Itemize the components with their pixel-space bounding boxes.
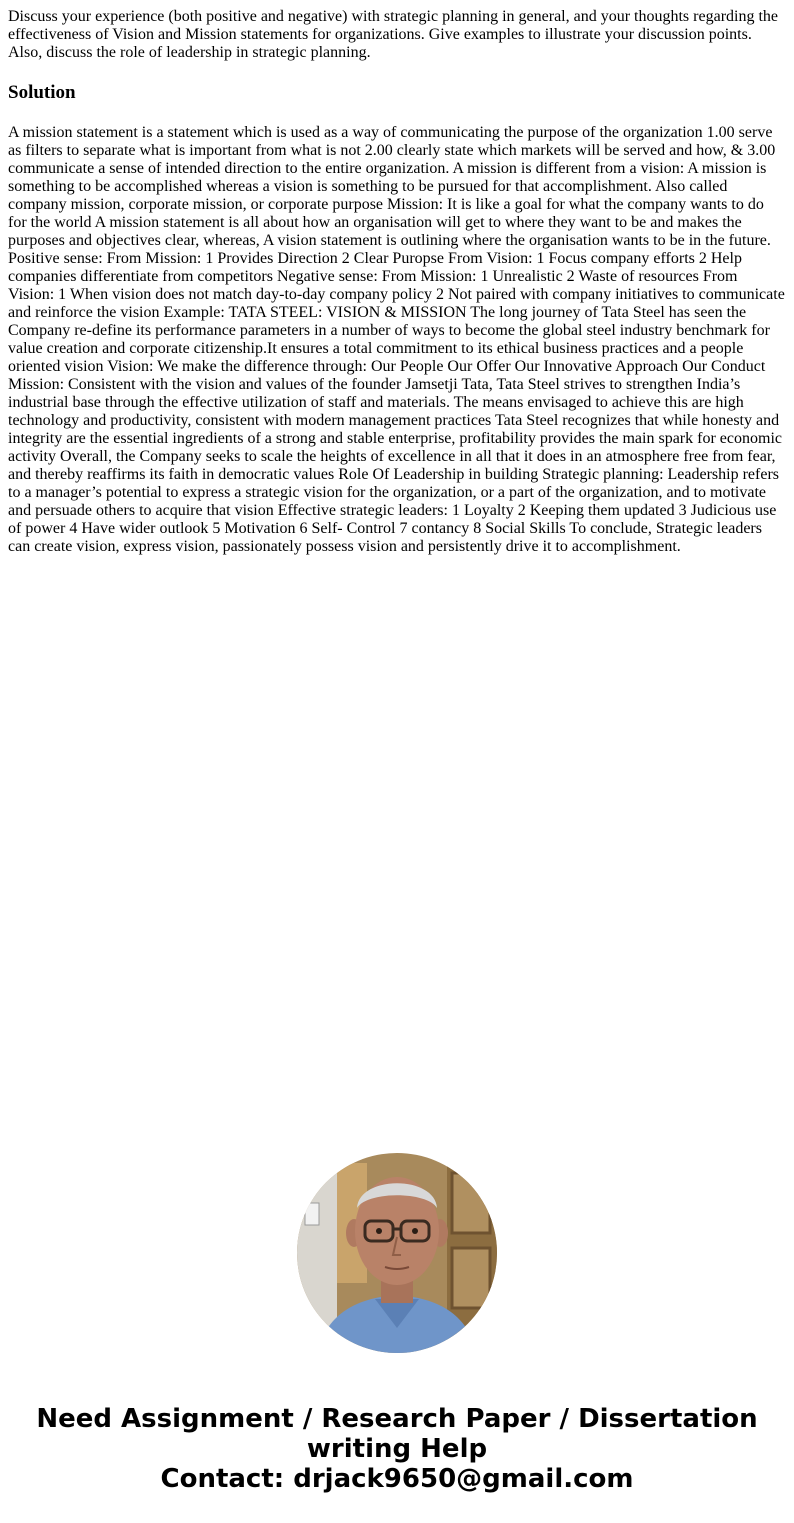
tutor-avatar <box>297 1153 497 1353</box>
solution-heading: Solution <box>8 82 76 103</box>
promo-banner <box>0 1404 794 1494</box>
promo-line-2: writing Help <box>306 1434 488 1464</box>
question-text: Discuss your experience (both positive and negative) with strategic planning in general, and your thoughts regarding the effectiveness of Vision and Mission statements for organizations. Give examples to illustrate your discussion points. Also, discuss the role of leadership in strategic planning. <box>8 8 779 61</box>
document-content <box>8 8 786 556</box>
promo-contact: Contact: drjack9650@gmail.com <box>160 1464 634 1494</box>
promo-line-1: Need Assignment / Research Paper / Dissertation <box>36 1404 758 1434</box>
answer-text: A mission statement is a statement which is used as a way of communicating the purpose of the organization 1.00 serve as filters to separate what is important from what is not 2.00 clearly state which markets will be served and how, & 3.00 communicate a sense of intended direction to the entire organization. A mission is different from a vision: A mission is something to be accomplished whereas a vision is something to be pursued for that accomplishment. Also called company mission, corporate mission, or corporate purpose Mission: It is like a goal for what the company wants to do for the world A mission statement is all about how an organisation will get to where they want to be and makes the purposes and objectives clear, whereas, A vision statement is outlining where the organisation wants to be in the future. Positive sense: From Mission: 1 Provides Direction 2 Clear Puropse From Vision: 1 Focus company efforts 2 Help companies differentiate from competitors Negative sense: From Mission: 1 Unrealistic 2 Waste of resources From Vision: 1 When vision does not match day-to-day company policy 2 Not paired with company initiatives to communicate and reinforce the vision Example: TATA STEEL: VISION & MISSION The long journey of Tata Steel has seen the Company re-define its performance parameters in a number of ways to become the global steel industry benchmark for value creation and corporate citizenship.It ensures a total commitment to its ethical business practices and a people oriented vision Vision: We make the difference through: Our People Our Offer Our Innovative Approach Our Conduct Mission: Consistent with the vision and values of the founder Jamsetji Tata, Tata Steel strives to strengthen India’s industrial base through the effective utilization of staff and materials. The means envisaged to achieve this are high technology and productivity, consistent with modern management practices Tata Steel recognizes that while honesty and integrity are the essential ingredients of a strong and stable enterprise, profitability provides the main spark for economic activity Overall, the Company seeks to scale the heights of excellence in all that it does in an atmosphere free from fear, and thereby reaffirms its faith in democratic values Role Of Leadership in building Strategic planning: Leadership refers to a manager’s potential to express a strategic vision for the organization, or a part of the organization, and to motivate and persuade others to acquire that vision Effective strategic leaders: 1 Loyalty 2 Keeping them updated 3 Judicious use of power 4 Have wider outlook 5 Motivation 6 Self- Control 7 contancy 8 Social Skills To conclude, Strategic leaders can create vision, express vision, passionately possess vision and persistently drive it to accomplishment. <box>8 124 785 555</box>
